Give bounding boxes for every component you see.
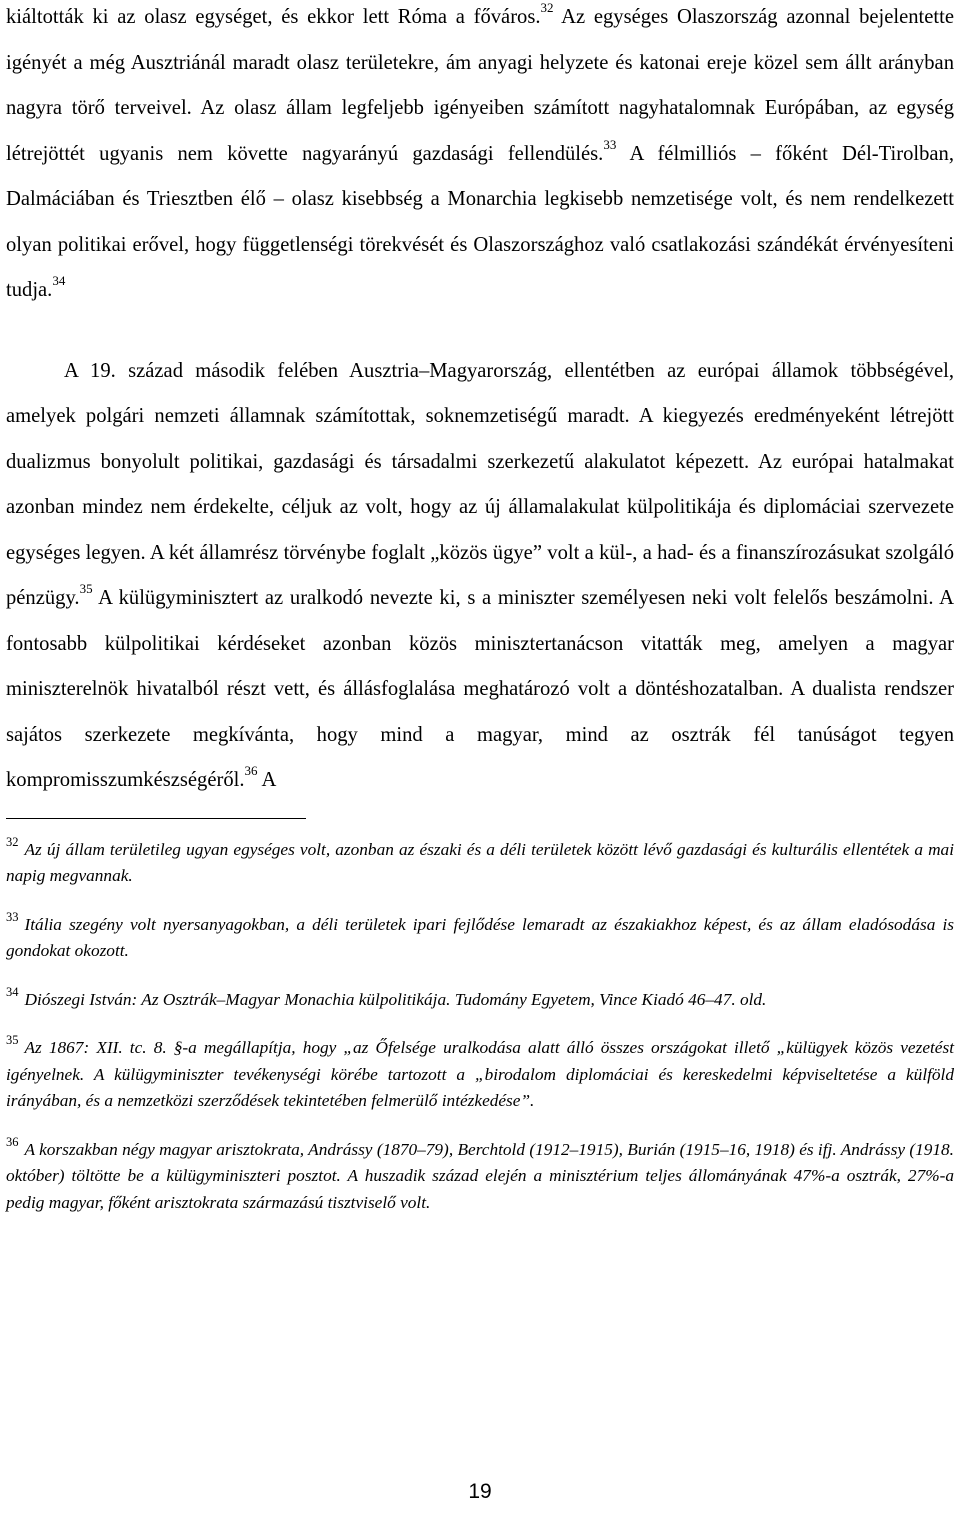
footnotes-section [6,834,954,1217]
footnote-text: Az új állam területileg ugyan egységes volt, azonban az északi és a déli területek között lévő gazdasági és kulturális ellentétek a mai napig megvannak. [6,839,954,885]
footnote-number: 34 [6,984,19,999]
footnote-33 [6,909,954,965]
footnote-text: Az 1867: XII. tc. 8. §-a megállapítja, hogy „az Őfelsége uralkodása alatt álló összes országokat illető „külügyek közös vezetést igényelnek. A külügyminiszter tevékenységi körébe tartozott a „birodalom diplomáciai és kereskedelmi képviseltetése a külföld irányában, és a nemzetközi szerződések tekintetében felmerülő intézkedése”. [6,1038,954,1110]
footnote-reference-33[interactable]: 33 [603,136,617,152]
paragraph-text: Az egységes Olaszország azonnal bejelentette igényét a még Ausztriánál maradt olasz területekre, ám anyagi helyzete és katonai ereje közel sem állt arányban nagyra törő terveivel. Az olasz állam legfeljebb igényeiben számított nagyhatalomnak Európában, az egység létrejöttét ugyanis nem követte nagyarányú gazdasági fellendülés. [6,6,954,165]
footnote-number: 33 [6,909,19,924]
paragraph-text: A félmilliós – főként Dél-Tirolban, Dalmáciában és Triesztben élő – olasz kisebbség a Monarchia legkisebb nemzetisége volt, és nem rendelkezett olyan politikai erővel, hogy függetlenségi törekvését és Olaszországhoz való csatlakozási szándékát érvényesíteni tudja. [6,142,954,301]
footnote-reference-32[interactable]: 32 [540,0,554,16]
footnote-34 [6,984,954,1014]
body-paragraph-1 [6,0,954,314]
footnote-36 [6,1134,954,1217]
page-number: 19 [468,1480,492,1503]
footnote-32 [6,834,954,890]
footnote-reference-34[interactable]: 34 [52,273,66,289]
body-paragraph-2 [6,349,954,804]
footnote-35 [6,1035,954,1115]
footnote-text: Itália szegény volt nyersanyagokban, a déli területek ipari fejlődése lemaradt az északiakhoz képest, és az állam eladósodása is gondokat okozott. [6,914,954,960]
footnote-reference-35[interactable]: 35 [79,581,93,597]
paragraph-text: A külügyminisztert az uralkodó nevezte ki, s a miniszter személyesen neki volt felelős beszámolni. A fontosabb külpolitikai kérdéseket azonban közös minisztertanácson vitatták meg, amelyen a magyar miniszterelnök hivatalból részt vett, és állásfoglalása meghatározó volt a döntéshozatalban. A dualista rendszer sajátos szerkezete megkívánta, hogy mind a magyar, mind az osztrák fél tanúságot tegyen kompromisszumkészségéről. [6,587,954,791]
paragraph-text: A 19. század második felében Ausztria–Magyarország, ellentétben az európai államok többségével, amelyek polgári nemzeti államnak számítottak, soknemzetiségű maradt. A kiegyezés eredményeként létrejött dualizmus bonyolult politikai, gazdasági és társadalmi szerkezetű alakulatot képezett. Az európai hatalmakat azonban mindez nem érdekelte, céljuk az volt, hogy az új államalakulat külpolitikája és diplomáciai szervezete egységes legyen. A két államrész törvénybe foglalt „közös ügye” volt a kül-, a had- és a finanszírozásukat szolgáló pénzügy. [6,359,954,609]
footnote-reference-36[interactable]: 36 [244,763,258,779]
footnote-text: Diószegi István: Az Osztrák–Magyar Monachia külpolitikája. Tudomány Egyetem, Vince Kiadó 46–47. old. [24,989,767,1009]
footnote-separator [6,818,306,819]
footnote-number: 36 [6,1134,19,1149]
paragraph-text: kiáltották ki az olasz egységet, és ekkor lett Róma a főváros. [6,6,541,28]
paragraph-text: A [257,769,277,791]
footnote-text: A korszakban négy magyar arisztokrata, Andrássy (1870–79), Berchtold (1912–1915), Burián (1915–16, 1918) és ifj. Andrássy (1918. október) töltötte be a külügyminiszteri posztot. A huszadik század elején a minisztérium teljes állományának 47%-a osztrák, 27%-a pedig magyar, főként arisztokrata származású tisztviselő volt. [6,1139,954,1212]
footnote-number: 32 [6,834,19,849]
footnote-number: 35 [6,1033,19,1048]
